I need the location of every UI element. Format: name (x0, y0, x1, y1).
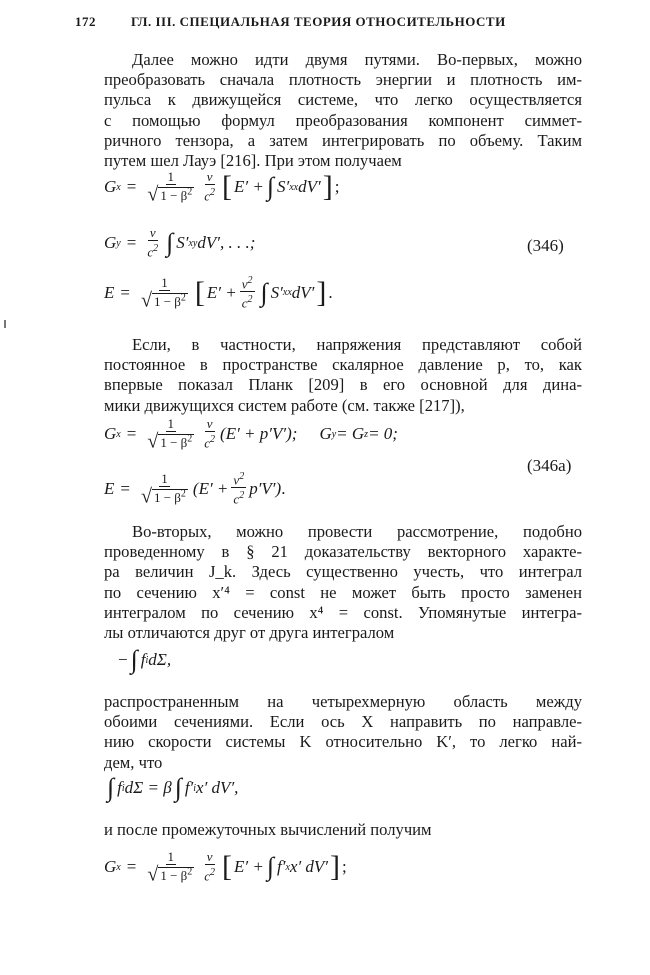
integral-sign-icon: ∫ (266, 172, 274, 202)
text-line: ричного тензора, а затем интегрировать по объему. Таким (104, 130, 582, 150)
text-line: обоими сечениями. Если ось X направить по направле- (104, 712, 582, 732)
text-line: впервые показал Планк [209] в его основной для дина- (104, 375, 582, 395)
integral-sign-icon: ∫ (174, 773, 182, 802)
paragraph-3 (104, 522, 582, 643)
running-header (75, 12, 580, 34)
text-line: путем шел Лауэ [216]. При этом получаем (104, 151, 402, 171)
paragraph-2 (104, 335, 582, 416)
paragraph-5 (104, 820, 582, 840)
equation-346-line-1: G x = $\frac{1}{√ 1 - \beta^2}$ $\frac{v}{c^2}$ [ E′ + ∫ S′ xx dV′ ] ; (104, 169, 340, 206)
paragraph-1 (104, 50, 582, 171)
equation-346-line-3: E = $\frac{1}{√ 1 - \beta^2}$ [ E′ + $\frac{v^2}{c^2}$ ∫ S′ xx dV′ ] . (104, 274, 333, 311)
integral-sign-icon: ∫ (166, 228, 174, 258)
text-line: Далее можно идти двумя путями. Во-первых, можно (132, 50, 582, 69)
text-line: дем, что (104, 752, 163, 772)
text-line: Если, в частности, напряжения представляют собой (132, 335, 582, 354)
text-line: нию скорости системы K относительно K′, то легко най- (104, 732, 582, 752)
paragraph-4 (104, 692, 582, 773)
running-title: ГЛ. III. СПЕЦИАЛЬНАЯ ТЕОРИЯ ОТНОСИТЕЛЬНОСТИ (131, 14, 506, 29)
text-line: распространенным на четырехмерную область между (104, 692, 582, 711)
margin-mark (4, 320, 6, 328)
text-line: преобразовать сначала плотность энергии и плотность им- (104, 70, 582, 90)
equation-integral-relation: ∫ f i dΣ = β ∫ f′ i x′ dV′, (107, 773, 239, 802)
equation-integral-surface: − ∫ f i dΣ, (118, 645, 172, 674)
equation-346-line-2: G y = $\frac{v}{c^2}$ ∫ S′ xy dV′, . . .; (104, 225, 256, 260)
text-line: и после промежуточных вычислений получим (104, 820, 432, 839)
integral-sign-icon: ∫ (266, 852, 274, 882)
fraction: $\frac{1}{√ 1 - \beta^2}$ (147, 169, 193, 206)
text-line: пульса к движущейся системе, что легко осуществляется (104, 90, 582, 110)
equation-346a-line-1: G x = $\frac{1}{√ 1 - \beta^2}$ $\frac{v}{c^2}$ (E′ + p′V′); G y = G z = 0; (104, 416, 398, 453)
equation-346a-line-2: E = $\frac{1}{√ 1 - \beta^2}$ (E′ + $\frac{v^2}{c^2}$ p′V′) . (104, 470, 286, 507)
text-line: постоянное в пространстве скалярное давление p, то, как (104, 355, 582, 375)
page-number: 172 (75, 14, 96, 29)
equation-gx-flux: G x = $\frac{1}{√ 1 - \beta^2}$ $\frac{v}{c^2}$ [ E′ + ∫ f′ x x′ dV′ ] ; (104, 849, 347, 886)
text-line: с помощью формул преобразования компонент симмет- (104, 110, 582, 130)
integral-sign-icon: ∫ (260, 277, 268, 307)
text-line: по сечению x′⁴ = const не может быть просто заменен (104, 582, 582, 602)
integral-sign-icon: ∫ (130, 645, 138, 674)
integral-sign-icon: ∫ (107, 773, 115, 802)
equation-number-346: (346) (527, 236, 564, 255)
text-line: мики движущихся систем работе (см. также [217]), (104, 395, 465, 415)
text-line: ра величин J_k. Здесь существенно учесть, что интеграл (104, 562, 582, 582)
text-line: Во-вторых, можно провести рассмотрение, подобно (132, 522, 582, 541)
text-line: лы отличаются друг от друга интегралом (104, 623, 395, 643)
equation-number-346a: (346a) (527, 456, 572, 475)
text-line: интегралом по сечению x⁴ = const. Упомянутые интегра- (104, 602, 582, 622)
text-line: проведенному в § 21 доказательству векторного характе- (104, 542, 582, 562)
